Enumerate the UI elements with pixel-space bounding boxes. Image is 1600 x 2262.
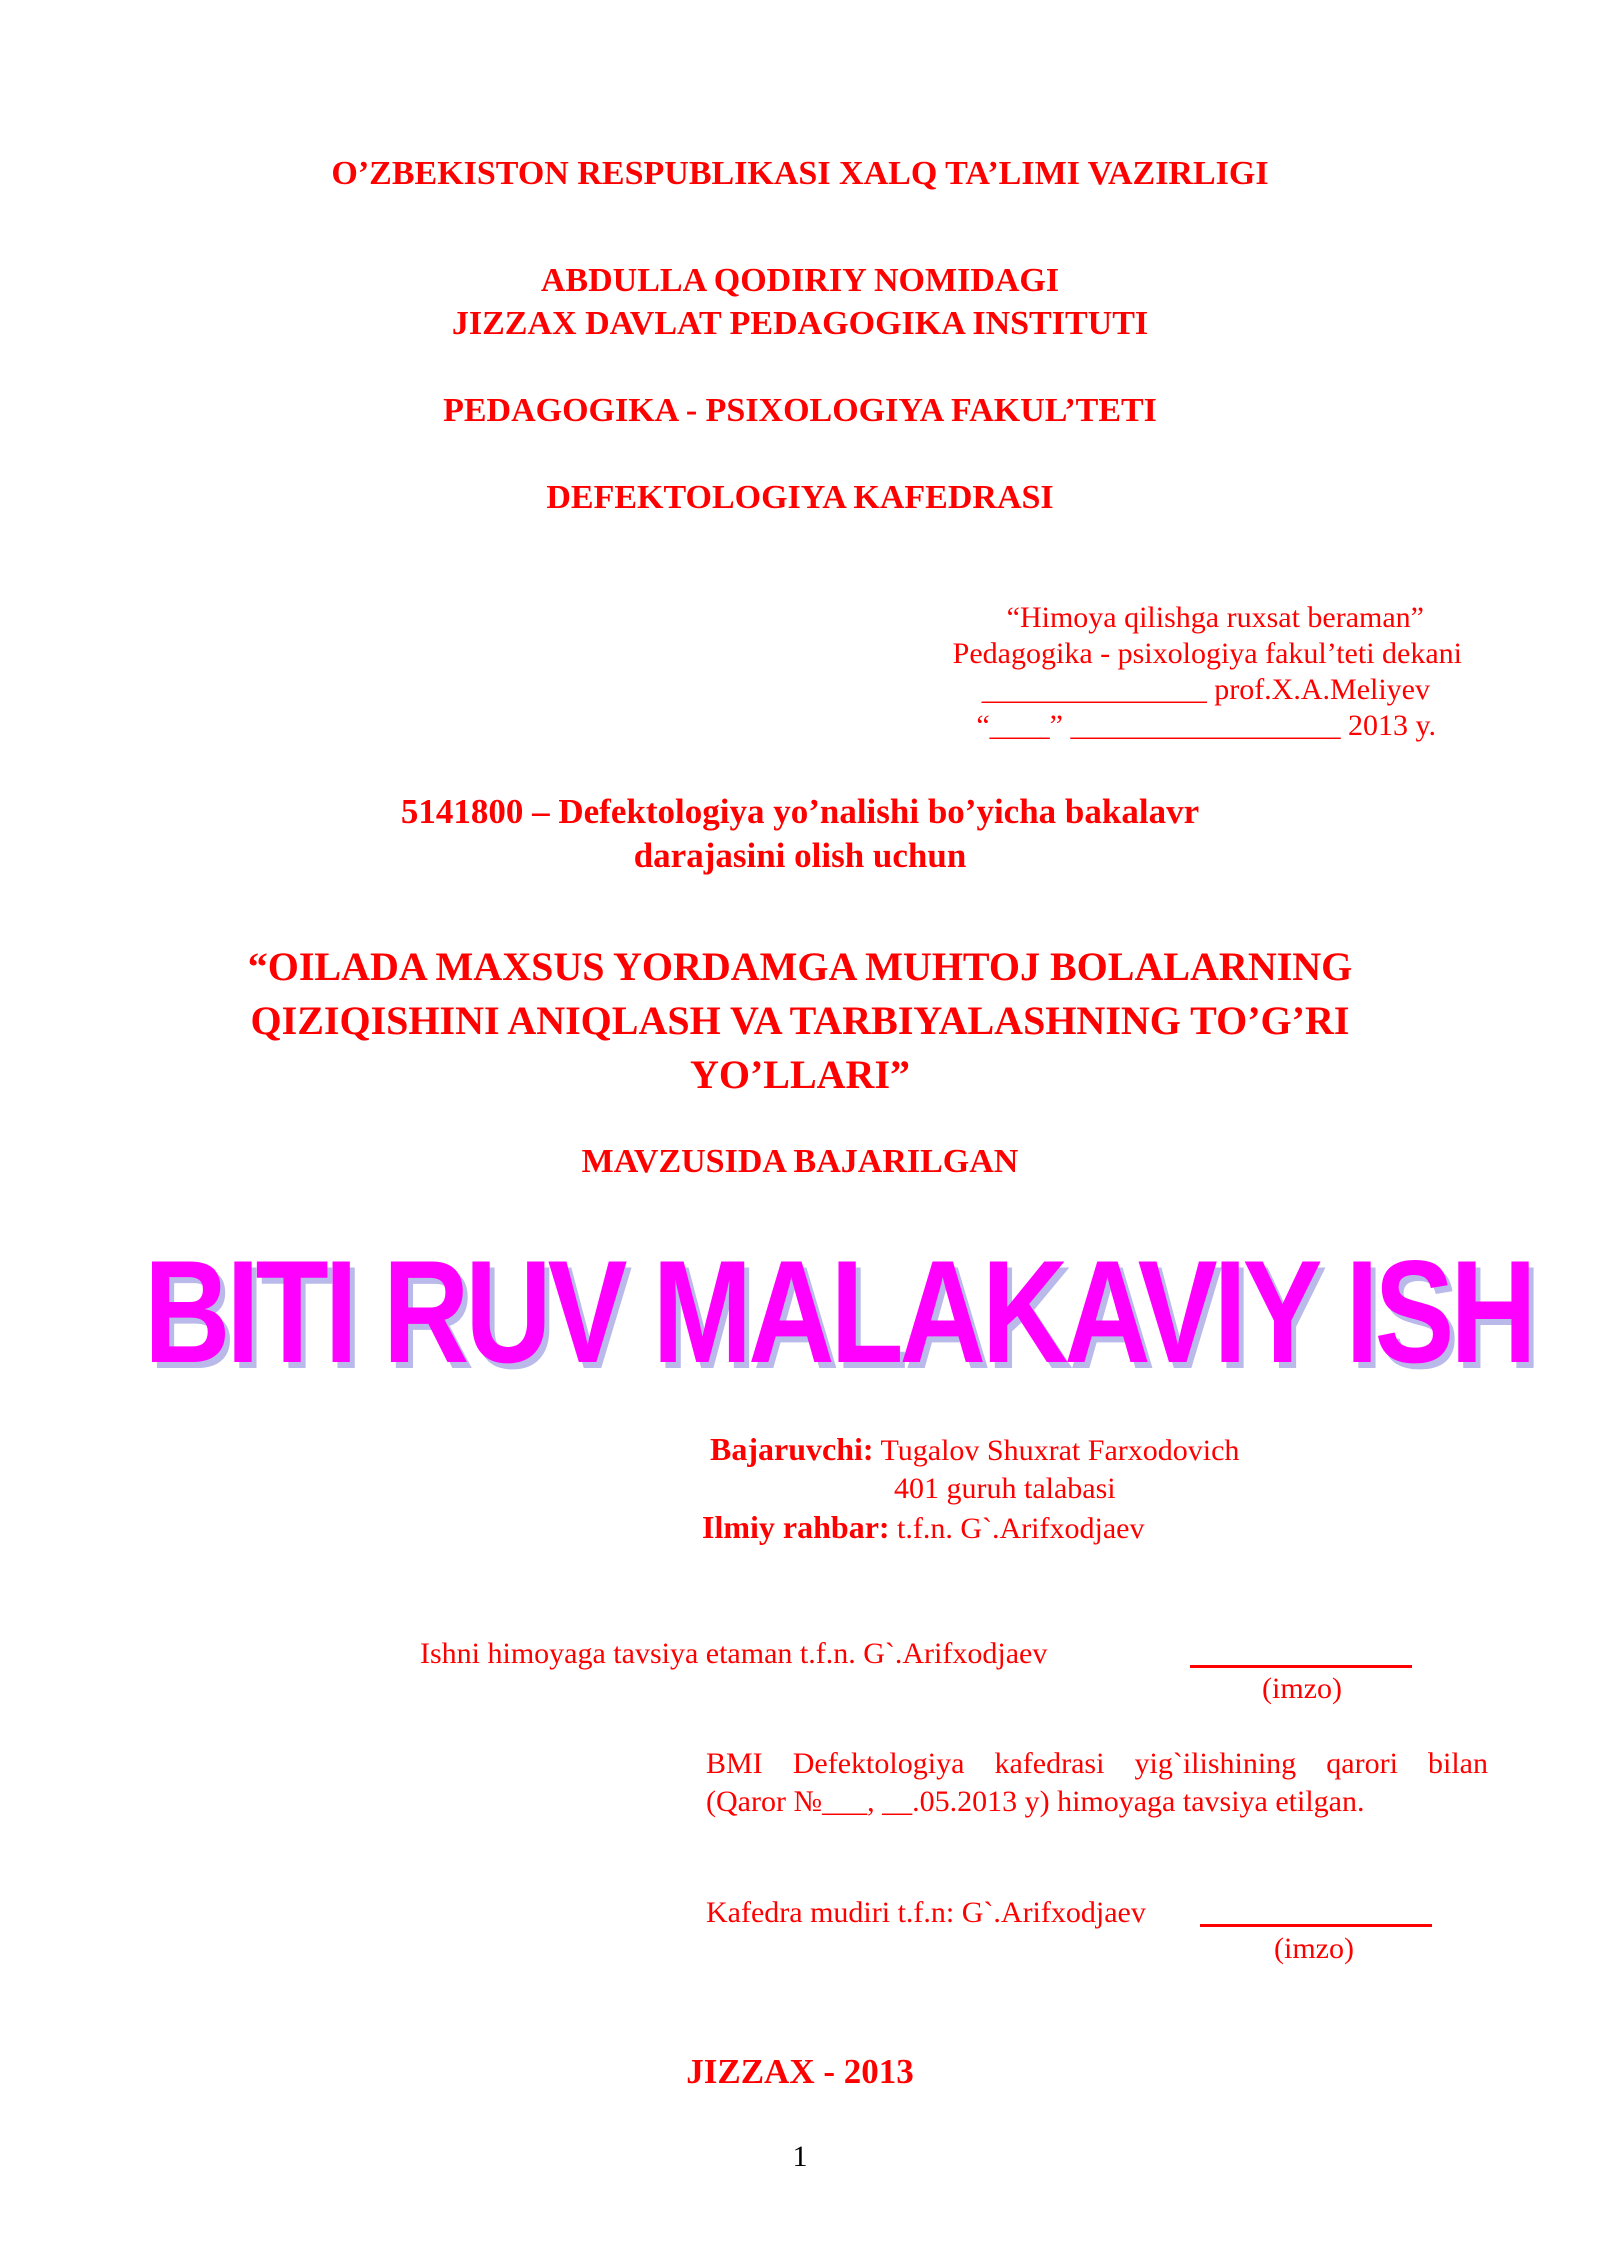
recommendation-sign-caption: (imzo) bbox=[1262, 1672, 1342, 1705]
advisor-name: t.f.n. G`.Arifxodjaev bbox=[897, 1512, 1145, 1545]
approval-line-3: _______________ prof.X.A.Meliyev bbox=[981, 673, 1430, 706]
approval-block bbox=[953, 600, 1462, 744]
topic-subtitle: MAVZUSIDA BAJARILGAN bbox=[581, 1143, 1019, 1180]
approval-line-1: “Himoya qilishga ruxsat beraman” bbox=[1006, 601, 1424, 634]
bmi-decision bbox=[706, 1745, 1488, 1821]
topic-line-2: QIZIQISHINI ANIQLASH VA TARBIYALASHNING TO’G’RI bbox=[250, 998, 1350, 1043]
ministry-heading: O’ZBEKISTON RESPUBLIKASI XALQ TA’LIMI VAZIRLIGI bbox=[331, 155, 1269, 192]
city-year: JIZZAX - 2013 bbox=[686, 2052, 914, 2091]
faculty-heading: PEDAGOGIKA - PSIXOLOGIYA FAKUL’TETI bbox=[443, 392, 1157, 429]
performer-label: Bajaruvchi: bbox=[710, 1431, 874, 1467]
performer-group: 401 guruh talabasi bbox=[894, 1472, 1116, 1505]
degree-line-2: darajasini olish uchun bbox=[633, 836, 967, 875]
bmi-line-2: (Qaror №___, __.05.2013 y) himoyaga tavsiya etilgan. bbox=[706, 1785, 1365, 1818]
degree-line-1: 5141800 – Defektologiya yo’nalishi bo’yicha bakalavr bbox=[400, 792, 1200, 831]
recommendation-text: Ishni himoyaga tavsiya etaman t.f.n. G`.Arifxodjaev bbox=[420, 1637, 1048, 1670]
degree-statement bbox=[0, 790, 1600, 878]
topic-line-3: YO’LLARI” bbox=[689, 1052, 911, 1097]
chief-sign-caption: (imzo) bbox=[1274, 1932, 1354, 1965]
chief-line bbox=[706, 1896, 1146, 1930]
approval-line-4: “____” __________________ 2013 y. bbox=[976, 709, 1436, 742]
thesis-topic bbox=[0, 940, 1600, 1102]
chief-text: Kafedra mudiri t.f.n: G`.Arifxodjaev bbox=[706, 1896, 1146, 1929]
approval-line-2: Pedagogika - psixologiya fakul’teti dekani bbox=[952, 637, 1462, 670]
advisor-label: Ilmiy rahbar: bbox=[702, 1509, 890, 1545]
bmi-line-1: BMI Defektologiya kafedrasi yig`ilishining qarori bilan bbox=[706, 1747, 1488, 1780]
recommendation-signature-line bbox=[1190, 1655, 1412, 1673]
page-number: 1 bbox=[792, 2140, 808, 2173]
performer-name: Tugalov Shuxrat Farxodovich bbox=[880, 1434, 1240, 1467]
department-heading: DEFEKTOLOGIYA KAFEDRASI bbox=[546, 479, 1054, 516]
topic-line-1: “OILADA MAXSUS YORDAMGA MUHTOJ BOLALARNING bbox=[247, 944, 1353, 989]
performer-block bbox=[702, 1430, 1240, 1548]
recommendation-line bbox=[420, 1637, 1047, 1671]
institute-line-1: ABDULLA QODIRIY NOMIDAGI bbox=[540, 262, 1060, 299]
chief-signature-line bbox=[1200, 1914, 1432, 1932]
institute-line-2: JIZZAX DAVLAT PEDAGOGIKA INSTITUTI bbox=[451, 305, 1149, 342]
work-title: BITI RUV MALAKAVIY ISH bbox=[144, 1230, 1533, 1393]
